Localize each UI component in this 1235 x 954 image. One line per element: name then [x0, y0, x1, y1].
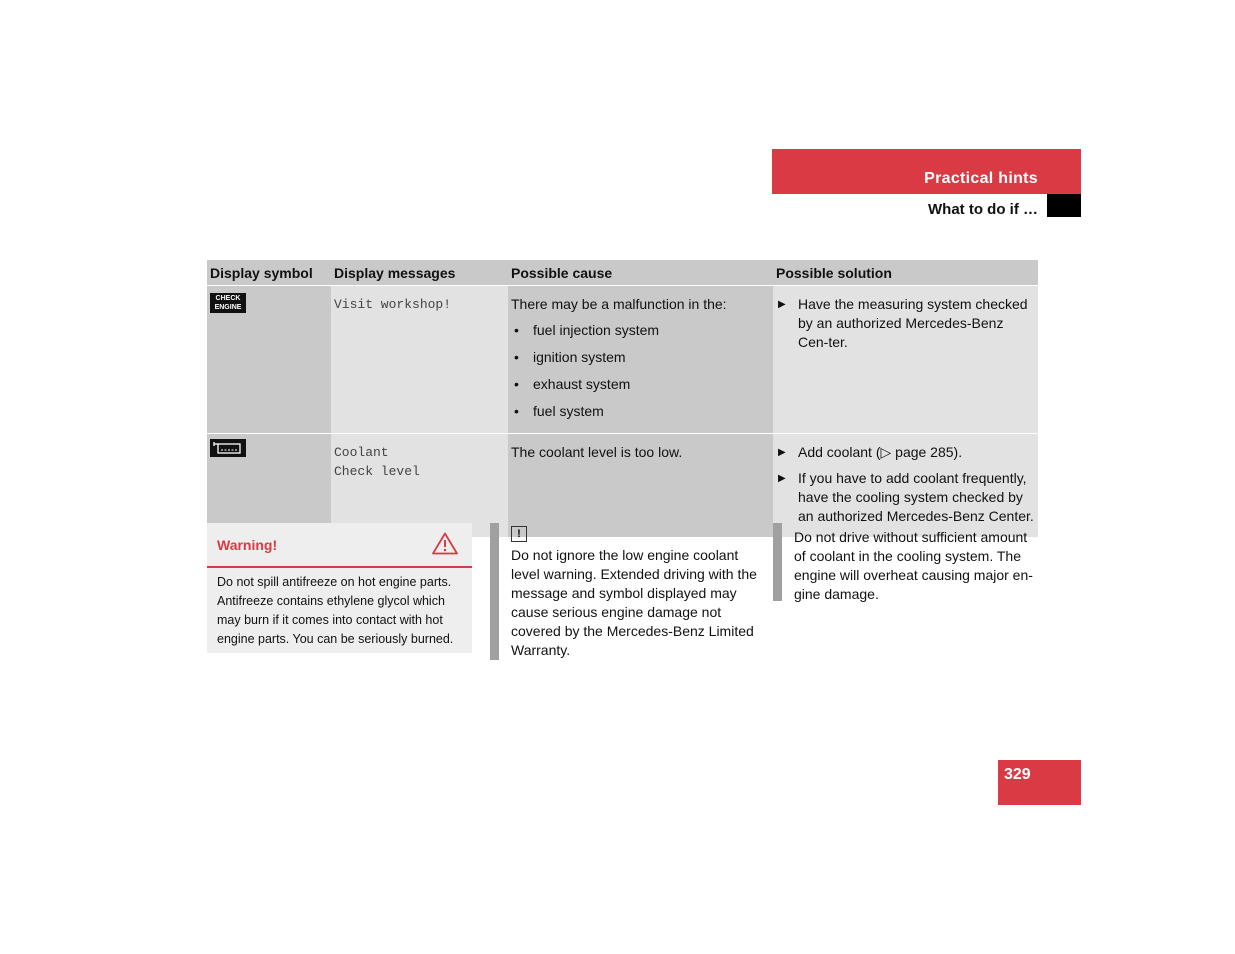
coolant-level-icon-graphic — [210, 439, 246, 457]
note-box-engine-damage — [490, 523, 760, 660]
cause-intro: There may be a malfunction in the: — [511, 296, 727, 312]
note-bar — [490, 523, 499, 660]
page-subtitle: What to do if … — [928, 201, 1038, 218]
warning-label: Warning! — [217, 537, 278, 553]
note-content — [511, 523, 760, 660]
solution-cell — [773, 286, 1038, 434]
column-header-cause: Possible cause — [508, 260, 773, 286]
exclamation-icon: ! — [511, 526, 527, 542]
warning-box — [207, 523, 472, 653]
cause-list — [511, 321, 770, 421]
section-tab-marker — [1047, 194, 1081, 217]
message-line: Visit workshop! — [334, 297, 452, 312]
table-row — [207, 434, 1038, 538]
cause-item: • ignition system — [511, 348, 770, 367]
section-header — [772, 149, 1081, 194]
section-title: Practical hints — [924, 170, 1038, 187]
solution-cell — [773, 434, 1038, 538]
symbols-table — [207, 260, 1038, 538]
solution-list — [776, 295, 1035, 352]
note-bar — [773, 523, 782, 601]
table-row — [207, 286, 1038, 434]
cause-item: • fuel injection system — [511, 321, 770, 340]
symbol-cell — [207, 286, 331, 434]
cause-intro: The coolant level is too low. — [511, 444, 683, 460]
solution-item: ▶ Add coolant (▷ page 285). — [776, 443, 1035, 462]
message-line: Check level — [334, 464, 420, 479]
warning-text: Do not spill antifreeze on hot engine parts. Antifreeze contains ethylene glycol which may burn if it comes into contact with hot engine parts. You can be seriously burned. — [217, 575, 454, 646]
coolant-level-icon — [210, 439, 246, 457]
cause-cell — [508, 434, 773, 538]
cause-item: • fuel system — [511, 402, 770, 421]
warning-header — [207, 523, 472, 568]
column-header-solution: Possible solution — [773, 260, 1038, 286]
check-engine-icon — [210, 293, 246, 313]
page-number-box — [998, 760, 1081, 805]
column-header-symbol: Display symbol — [207, 260, 331, 286]
message-cell — [331, 286, 508, 434]
cause-item: • exhaust system — [511, 375, 770, 394]
solution-list — [776, 443, 1035, 526]
solution-item: ▶ If you have to add coolant frequently, have the cooling system checked by an authorized Mercedes-Benz Center. — [776, 469, 1035, 526]
message-cell — [331, 434, 508, 538]
warning-triangle-icon — [432, 532, 458, 560]
note-text: Do not ignore the low engine coolant level warning. Extended driving with the message and symbol displayed may cause serious engine damage not covered by the Mercedes-Benz Limited Warranty. — [511, 547, 757, 658]
page-number: 329 — [1004, 766, 1031, 783]
column-header-messages: Display messages — [331, 260, 508, 286]
solution-item: ▶ Have the measuring system checked by an authorized Mercedes-Benz Cen-ter. — [776, 295, 1035, 352]
note-text: Do not drive without sufficient amount of coolant in the cooling system. The engine will overheat causing major en-gine damage. — [794, 529, 1033, 602]
check-engine-icon-text-1: CHECK — [215, 295, 241, 302]
note-box-coolant — [773, 523, 1041, 604]
symbol-cell — [207, 434, 331, 538]
check-engine-icon-text-2: ENGINE — [214, 304, 242, 311]
message-line: Coolant — [334, 445, 389, 460]
cause-cell — [508, 286, 773, 434]
table-header-row — [207, 260, 1038, 286]
